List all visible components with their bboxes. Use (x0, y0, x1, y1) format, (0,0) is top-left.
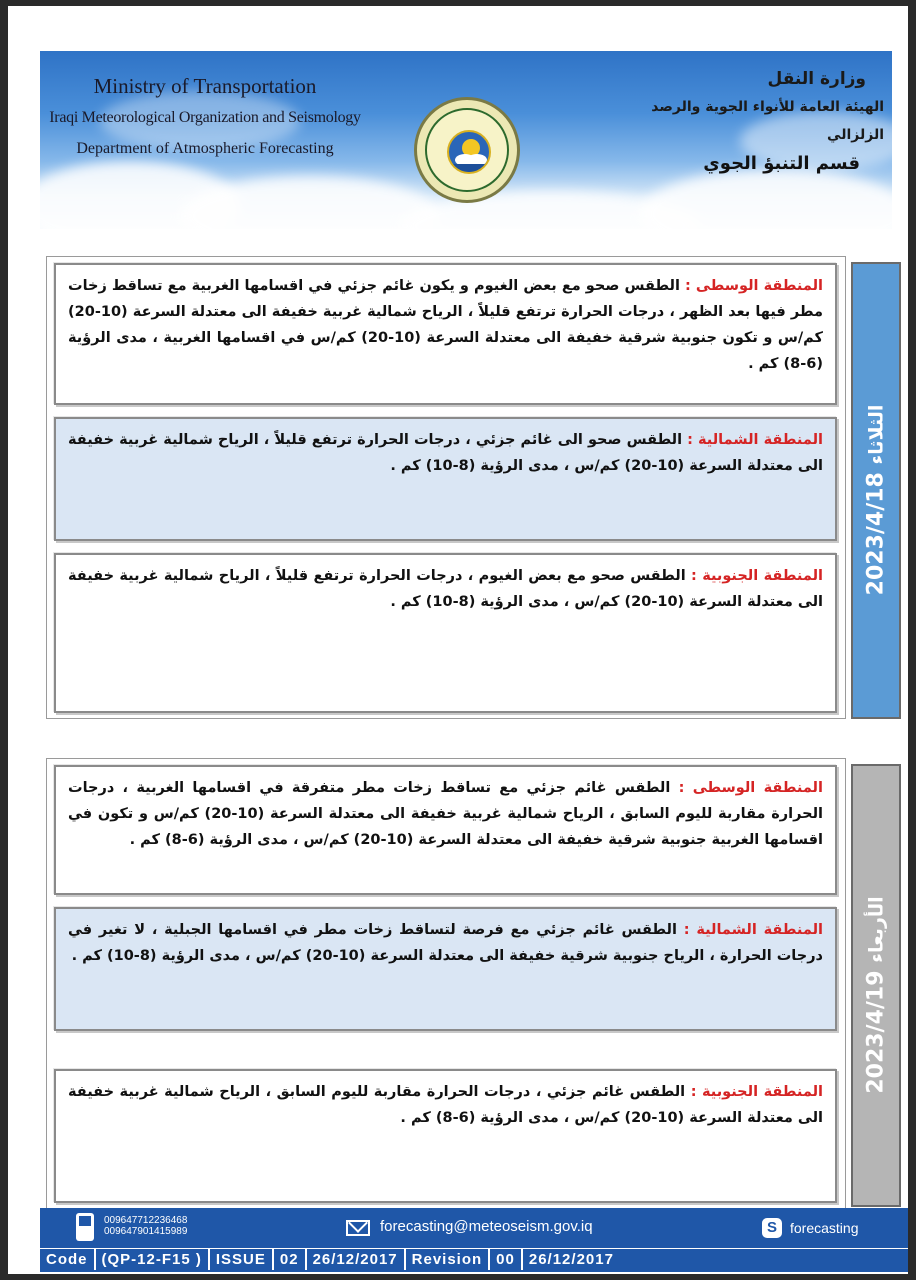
phone-number: 009647901415989 (104, 1226, 188, 1237)
document-page (8, 6, 908, 1274)
document-code-row (40, 1248, 908, 1270)
region-forecast-text: الطقس صحو مع بعض الغيوم و يكون غائم جزئي في اقسامها الغربية مع تساقط زخات مطر فيها بعد الظهر ، درجات الحرارة ترتفع قليلاً ، الرياح شمالية غربية خفيفة الى معتدلة السرعة (10-20) كم/س و تكون جنوبية شرقية خفيفة الى معتدلة السرعة (10-20) كم/س في اقسامها الغربية ، مدى الرؤية (6-8) كم . (68, 278, 823, 372)
issue-number: 02 (274, 1249, 307, 1270)
skype-handle: forecasting (790, 1220, 859, 1236)
meteorology-organization-logo-icon (414, 97, 520, 203)
header-english (40, 71, 370, 164)
department-name-ar: قسم التنبؤ الجوي (703, 153, 860, 174)
revision-number: 00 (490, 1249, 523, 1270)
region-forecast-text: الطقس غائم جزئي ، درجات الحرارة مقاربة لليوم السابق ، الرياح شمالية غربية خفيفة الى معتدلة السرعة (10-20) كم/س ، مدى الرؤية (6-8) كم . (68, 1084, 823, 1126)
region-central (54, 765, 837, 895)
date-label: 2023/4/19 (863, 969, 889, 1094)
region-south (54, 553, 837, 713)
day-name: الثلاثاء (865, 404, 888, 464)
code-label: Code (40, 1249, 96, 1270)
region-south (54, 1069, 837, 1203)
department-name-en: Department of Atmospheric Forecasting (76, 140, 334, 157)
region-name: المنطقة الجنوبية : (690, 1084, 823, 1100)
region-name: المنطقة الشمالية : (687, 432, 823, 448)
region-north (54, 417, 837, 541)
phone-number: 009647712236468 (104, 1215, 188, 1226)
issue-date: 26/12/2017 (307, 1249, 406, 1270)
header-arabic (624, 65, 884, 179)
region-name: المنطقة الشمالية : (683, 922, 823, 938)
skype-icon: S (762, 1218, 782, 1238)
code-value: (QP-12-F15 ) (96, 1249, 210, 1270)
mail-icon (346, 1220, 370, 1236)
region-central (54, 263, 837, 405)
organization-name-en: Iraqi Meteorological Organization and Seismology (49, 109, 361, 126)
region-forecast-text: الطقس غائم جزئي مع فرصة لتساقط زخات مطر في اقسامها الجبلية ، لا تغير في درجات الحرارة ، الرياح جنوبية شرقية خفيفة الى معتدلة السرعة (10-20) كم/س ، مدى الرؤية (8-10) كم . (68, 922, 823, 964)
phone-icon (76, 1213, 94, 1241)
ministry-name-ar: وزارة النقل (767, 69, 866, 89)
forecast-day-1 (46, 256, 901, 719)
date-bar (851, 262, 901, 719)
issue-label: ISSUE (210, 1249, 274, 1270)
ministry-name-en: Ministry of Transportation (93, 74, 317, 98)
organization-name-ar: الهيئة العامة للأنواء الجوية والرصد الزلزالي (651, 99, 884, 143)
revision-date: 26/12/2017 (528, 1251, 614, 1268)
forecast-day-2 (46, 758, 901, 1209)
region-name: المنطقة الوسطى : (678, 780, 823, 796)
region-forecast-text: الطقس صحو مع بعض الغيوم ، درجات الحرارة ترتفع قليلاً ، الرياح شمالية غربية خفيفة الى معتدلة السرعة (10-20) كم/س ، مدى الرؤية (8-10) كم . (68, 568, 823, 610)
regions-panel (46, 256, 846, 719)
email-address[interactable]: forecasting@meteoseism.gov.iq (380, 1218, 593, 1235)
regions-panel (46, 758, 846, 1209)
day-name: الأربعاء (865, 895, 888, 963)
region-forecast-text: الطقس غائم جزئي مع تساقط زخات مطر متفرقة في اقسامها الغربية ، درجات الحرارة مقاربة لليوم السابق ، الرياح شمالية غربية خفيفة الى معتدلة السرعة (10-20) كم/س و تكون في اقسامها الغربية جنوبية شرقية خفيفة الى معتدلة السرعة (10-20) كم/س ، مدى الرؤية (6-8) كم . (68, 780, 823, 848)
region-north (54, 907, 837, 1031)
region-name: المنطقة الوسطى : (685, 278, 823, 294)
revision-label: Revision (406, 1249, 491, 1270)
header-banner (40, 51, 892, 229)
phone-numbers (104, 1215, 187, 1237)
region-name: المنطقة الجنوبية : (691, 568, 823, 584)
date-label: 2023/4/18 (863, 471, 889, 595)
footer-bar (40, 1208, 908, 1272)
date-bar (851, 764, 901, 1207)
region-forecast-text: الطقس صحو الى غائم جزئي ، درجات الحرارة ترتفع قليلاً ، الرياح شمالية غربية خفيفة الى معتدلة السرعة (10-20) كم/س ، مدى الرؤية (8-10) كم . (68, 432, 823, 474)
